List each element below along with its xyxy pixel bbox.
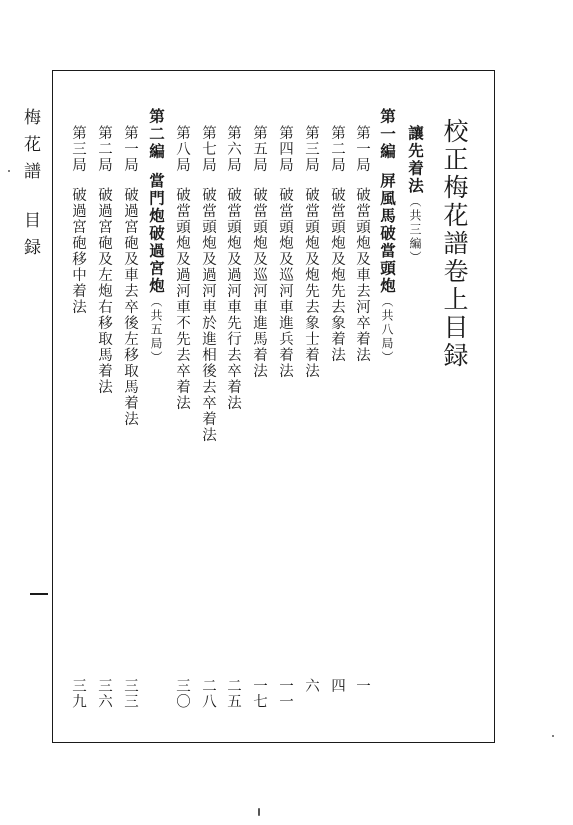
item-ju: 第四局 bbox=[277, 125, 293, 173]
scan-speck bbox=[8, 170, 10, 172]
item-desc: 破當頭炮及過河車不先去卒着法 bbox=[174, 187, 190, 411]
item-ju: 第一局 bbox=[122, 125, 138, 173]
list-item bbox=[120, 125, 141, 427]
list-item bbox=[198, 125, 219, 443]
list-item bbox=[223, 125, 244, 411]
list-item bbox=[172, 125, 193, 411]
part-count: （共三編） bbox=[408, 195, 422, 265]
list-item bbox=[301, 125, 322, 379]
item-page: 二八 bbox=[200, 678, 216, 709]
item-ju: 第二局 bbox=[329, 125, 345, 173]
item-desc: 破過宮砲移中着法 bbox=[70, 187, 86, 315]
item-ju: 第三局 bbox=[70, 125, 86, 173]
margin-section-title: 目録 bbox=[20, 211, 40, 265]
chapter-name: 屏風馬破當頭炮 bbox=[378, 172, 397, 295]
item-ju: 第八局 bbox=[174, 125, 190, 173]
chapter-count: （共八局） bbox=[380, 295, 394, 365]
list-item bbox=[68, 125, 89, 315]
chapter-label: 第二編 bbox=[147, 108, 166, 161]
item-ju: 第七局 bbox=[200, 125, 216, 173]
item-ju: 第二局 bbox=[96, 125, 112, 173]
item-page: 三六 bbox=[96, 678, 112, 709]
item-page: 三九 bbox=[70, 678, 86, 709]
item-desc: 破當頭炮及巡河車進兵着法 bbox=[277, 187, 293, 379]
item-desc: 破當頭炮及巡河車進馬着法 bbox=[251, 187, 267, 379]
list-item bbox=[94, 125, 115, 395]
chapter-heading bbox=[145, 108, 167, 365]
item-page: 四 bbox=[329, 678, 345, 694]
scan-speck bbox=[552, 735, 554, 737]
item-ju: 第六局 bbox=[225, 125, 241, 173]
margin-book-title: 梅花譜 bbox=[20, 108, 40, 189]
chapter-name: 當門炮破過宮炮 bbox=[147, 172, 166, 295]
item-page: 一一 bbox=[277, 678, 293, 709]
item-page: 三〇 bbox=[174, 678, 190, 709]
item-page: 三三 bbox=[122, 678, 138, 709]
chapter-heading bbox=[376, 108, 398, 365]
item-desc: 破過宮砲及左炮右移取馬着法 bbox=[96, 187, 112, 395]
chapter-count: （共五局） bbox=[149, 295, 163, 365]
item-desc: 破當頭炮及炮先去象士着法 bbox=[303, 187, 319, 379]
item-desc: 破當頭炮及過河車先行去卒着法 bbox=[225, 187, 241, 411]
list-item bbox=[352, 125, 373, 363]
item-desc: 破當頭炮及過河車於進相後去卒着法 bbox=[200, 187, 216, 443]
part-heading bbox=[404, 125, 426, 265]
item-ju: 第一局 bbox=[354, 125, 370, 173]
list-item bbox=[249, 125, 270, 379]
item-page: 一七 bbox=[251, 678, 267, 709]
list-item bbox=[275, 125, 296, 379]
item-desc: 破當頭炮及車去河卒着法 bbox=[354, 187, 370, 363]
item-desc: 破過宮砲及車去卒後左移取馬着法 bbox=[122, 187, 138, 427]
scan-speck bbox=[258, 808, 260, 816]
item-page: 六 bbox=[303, 678, 319, 694]
part-name: 讓先着法 bbox=[406, 125, 425, 195]
item-desc: 破當頭炮及炮先去象着法 bbox=[329, 187, 345, 363]
page-title: 校正梅花譜卷上目録 bbox=[440, 118, 469, 370]
item-ju: 第三局 bbox=[303, 125, 319, 173]
chapter-label: 第一編 bbox=[378, 108, 397, 161]
margin-header bbox=[18, 108, 43, 265]
item-ju: 第五局 bbox=[251, 125, 267, 173]
item-page: 一 bbox=[354, 678, 370, 694]
margin-folio-mark bbox=[30, 593, 48, 595]
item-page: 二五 bbox=[225, 678, 241, 709]
page-frame bbox=[52, 70, 495, 743]
list-item bbox=[327, 125, 348, 363]
